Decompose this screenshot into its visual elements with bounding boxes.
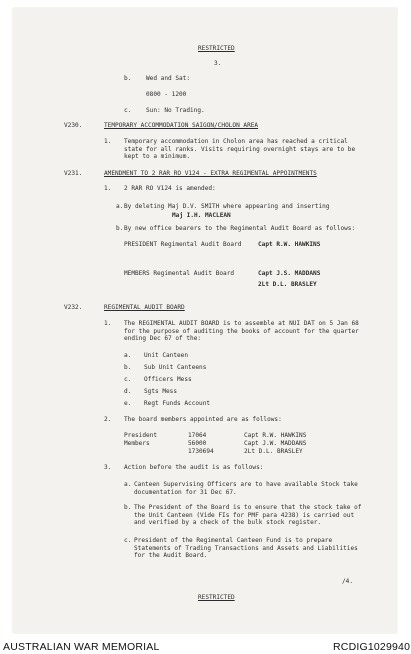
v231-b-label: b. [116,225,124,232]
v232-3c-label: c. [124,537,132,544]
order-number-v232: V232. [64,304,83,311]
v231-para-1-text: 2 RAR RO V124 is amended: [124,185,216,192]
next-page-indicator: /4. [342,578,354,585]
v232-3c-text: President of the Regimental Canteen Fund is to prepare Statements of Trading Transactions and Assets and Liabilities for the Audit Board. [134,537,358,560]
v232-para-1-label: 1. [104,320,112,327]
list-item-label: d. [124,388,132,395]
classification-header: RESTRICTED [198,45,235,52]
president-name: Capt R.W. HAWKINS [258,241,321,248]
board-number: 17064 [188,432,207,439]
board-number: 1730694 [188,448,214,455]
v232-3a-label: a. [124,481,132,488]
archive-reference: RCDIG1029940 [333,641,411,653]
list-item-text: Officers Mess [144,376,192,383]
list-item-label: a. [124,352,132,359]
order-number-v230: V230. [64,122,83,129]
v231-a-insert: Maj I.H. MACLEAN [172,212,231,219]
hours-b-time: 0800 - 1200 [146,91,187,98]
v231-para-1-label: 1. [104,185,112,192]
v232-para-2-text: The board members appointed are as follows: [124,416,282,423]
hours-b-label: b. [124,75,132,82]
hours-c-text: Sun: No Trading. [146,107,205,114]
board-number: 56000 [188,440,207,447]
v231-a-label: a. [116,203,124,210]
board-role: President [124,432,158,439]
member-2-name: 2Lt D.L. BRASLEY [258,281,317,288]
order-title-v231: AMENDMENT TO 2 RAR RO V124 - EXTRA REGIMENTAL APPOINTMENTS [104,170,317,177]
member-1-name: Capt J.S. MADDANS [258,270,321,277]
order-title-v230: TEMPORARY ACCOMMODATION SAIGON/CHOLON AREA [104,122,259,129]
v232-3b-label: b. [124,504,132,511]
list-item-text: Sub Unit Canteens [144,364,207,371]
v231-b-text: By new office bearers to the Regimental Audit Board as follows: [124,225,356,232]
v232-para-2-label: 2. [104,416,112,423]
v232-para-1-text: The REGIMENTAL AUDIT BOARD is to assemble at NUI DAT on 5 Jan 68 for the purpose of auditing the books of account for the quarter ending Dec 67 of the: [124,320,359,343]
v232-3a-text: Canteen Supervising Officers are to have available Stock take documentation for 31 Dec 67. [134,481,358,496]
classification-footer: RESTRICTED [198,594,235,601]
hours-b-text: Wed and Sat: [146,75,191,82]
hours-c-label: c. [124,107,132,114]
list-item-text: Regt Funds Account [144,400,211,407]
v232-3b-text: The President of the Board is to ensure that the stock take of the Unit Canteen (Vide FIs for PMF para 4238) is carried out and verified by a check of the bulk stock register. [134,504,362,527]
list-item-text: Sgts Mess [144,388,178,395]
list-item-text: Unit Canteen [144,352,189,359]
page-number: 3. [214,60,222,67]
list-item-label: e. [124,400,132,407]
president-label: PRESIDENT Regimental Audit Board [124,241,242,248]
archive-source: AUSTRALIAN WAR MEMORIAL [3,641,160,653]
board-name: Capt R.W. HAWKINS [244,432,307,439]
v232-para-3-label: 3. [104,464,112,471]
list-item-label: c. [124,376,132,383]
board-name: 2Lt D.L. BRASLEY [244,448,303,455]
order-title-v232: REGIMENTAL AUDIT BOARD [104,304,185,311]
order-number-v231: V231. [64,170,83,177]
v231-a-text: By deleting Maj D.V. SMITH where appearing and inserting [124,203,330,210]
members-label: MEMBERS Regimental Audit Board [124,270,235,277]
list-item-label: b. [124,364,132,371]
v230-para-1-label: 1. [104,138,112,145]
board-name: Capt J.W. MADDANS [244,440,307,447]
board-role: Members [124,440,150,447]
v230-para-1-text: Temporary accommodation in Cholon area has reached a critical state for all ranks. Visits requiring overnight stays are to be kept to a minimum. [124,138,356,161]
v232-para-3-text: Action before the audit is as follows: [124,464,264,471]
